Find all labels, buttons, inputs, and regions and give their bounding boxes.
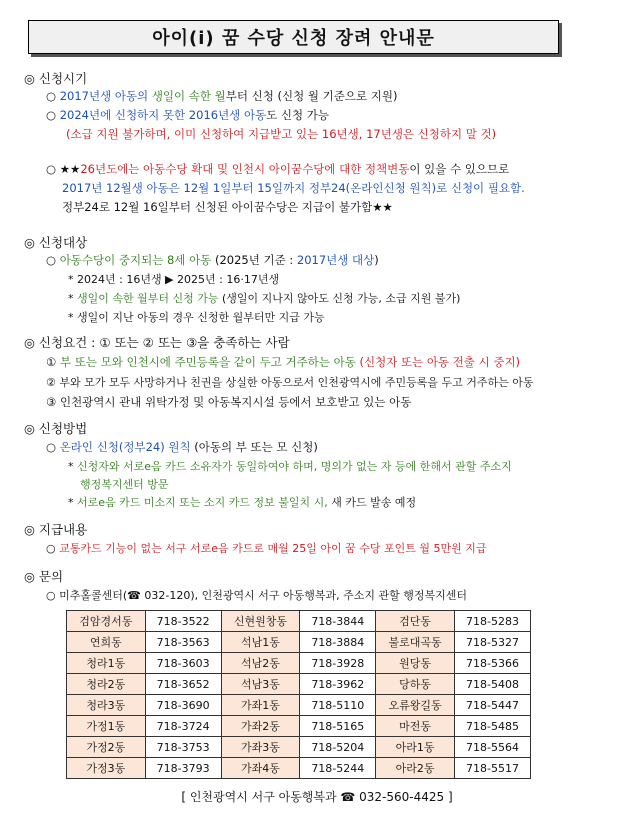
dong-name-cell: 검단동 (376, 611, 455, 632)
phone-number-cell: 718-3690 (145, 695, 221, 716)
section-bullet-icon: ◎ (24, 421, 35, 436)
table-row (67, 737, 531, 758)
dong-name-cell: 불로대곡동 (376, 632, 455, 653)
text: 26년도에는 아동수당 확대 및 인천시 아이꿈수당에 대한 정책변동 (80, 162, 410, 176)
timing-line-6: 정부24로 12월 16일부터 신청된 아이꿈수당은 지급이 불가함★★ (62, 200, 393, 214)
phone-number-cell: 718-5366 (454, 653, 530, 674)
item-bullet-icon: ○ (46, 162, 57, 176)
asterisk: * (68, 460, 74, 473)
phone-number-cell: 718-5564 (454, 737, 530, 758)
dong-name-cell: 가좌3동 (221, 737, 300, 758)
section-method (24, 419, 87, 437)
phone-number-cell: 718-3603 (145, 653, 221, 674)
text: 서로e음 카드 미소지 또는 소지 카드 정보 불일치 시, (77, 496, 328, 509)
footer-contact: [ 인천광역시 서구 아동행복과 ☎ 032-560-4425 ] (181, 790, 453, 804)
section-bullet-icon: ◎ (24, 71, 35, 86)
phone-number-cell: 718-5327 (454, 632, 530, 653)
dong-name-cell: 가정3동 (67, 758, 146, 779)
section-heading: 지급내용 (38, 522, 88, 537)
phone-number-cell: 718-3928 (300, 653, 376, 674)
text: 2017년생 대상 (296, 253, 375, 267)
dong-name-cell: 석남3동 (221, 674, 300, 695)
timing-line-2 (46, 107, 329, 123)
section-heading: 문의 (38, 569, 64, 584)
section-heading: 신청시기 (38, 71, 88, 86)
requirement-1 (46, 354, 520, 370)
target-line-4: * 생일이 지난 아동의 경우 신청한 월부터만 지급 가능 (68, 311, 325, 324)
method-line-3: 행정복지센터 방문 (80, 478, 169, 491)
text: 도 신청 가능 (266, 108, 330, 122)
table-row (67, 716, 531, 737)
table-row (67, 653, 531, 674)
table-row (67, 632, 531, 653)
dong-name-cell: 원당동 (376, 653, 455, 674)
text: (신청자 또는 아동 전출 시 중지) (359, 355, 521, 369)
timing-line-4 (46, 161, 509, 177)
text: (생일이 지나지 않아도 신청 가능, 소급 지원 불가) (222, 292, 461, 305)
dong-name-cell: 당하동 (376, 674, 455, 695)
section-payment (24, 520, 87, 538)
dong-name-cell: 가좌4동 (221, 758, 300, 779)
text: ① (46, 355, 57, 369)
text: 신청자와 서로e음 카드 소유자가 동일하여야 하며, 명의가 없는 자 등에 한해서 관할 주소지 (77, 460, 512, 473)
section-timing (24, 69, 87, 87)
dong-name-cell: 청라2동 (67, 674, 146, 695)
phone-number-cell: 718-3844 (300, 611, 376, 632)
page-title: 아이(i) 꿈 수당 신청 장려 안내문 (152, 28, 435, 49)
dong-name-cell: 신현원창동 (221, 611, 300, 632)
section-bullet-icon: ◎ (24, 335, 35, 350)
text: 부 또는 모와 인천시에 주민등록을 같이 두고 거주하는 아동 (59, 355, 356, 369)
table-row (67, 695, 531, 716)
requirement-2: ② 부와 모가 모두 사망하거나 친권을 상실한 아동으로서 인천광역시에 주민등록을 두고 거주하는 아동 (46, 376, 534, 389)
text: 생일이 속한 월 (151, 89, 226, 103)
text: 온라인 신청(정부24) 원칙 (59, 440, 191, 454)
phone-number-cell: 718-5283 (454, 611, 530, 632)
star-icon: ★★ (59, 162, 81, 176)
contact-table-body (67, 611, 531, 779)
item-bullet-icon: ○ (46, 253, 57, 267)
requirement-3: ③ 인천광역시 관내 위탁가정 및 아동복지시설 등에서 보호받고 있는 아동 (46, 395, 412, 409)
text: 아동수당이 중지되는 8세 아동 (59, 253, 212, 267)
text: 부터 신청 (신청 월 기준으로 지원) (225, 89, 398, 103)
item-bullet-icon: ○ (46, 440, 57, 454)
text: (아동의 부 또는 모 신청) (194, 440, 318, 454)
text: ) (374, 253, 379, 267)
dong-name-cell: 가좌1동 (221, 695, 300, 716)
section-heading: 신청방법 (38, 421, 88, 436)
timing-line-5: 2017년 12월생 아동은 12월 1일부터 15일까지 정부24(온라인신청 원칙)로 신청이 필요함. (62, 181, 525, 195)
item-bullet-icon: ○ (46, 108, 57, 122)
text: (2025년 기준 : (214, 253, 294, 267)
item-bullet-icon: ○ (46, 589, 56, 602)
item-bullet-icon: ○ (46, 542, 56, 555)
section-heading: 신청요건 : ① 또는 ② 또는 ③을 충족하는 사람 (38, 335, 290, 350)
section-requirements (24, 333, 290, 351)
phone-number-cell: 718-5447 (454, 695, 530, 716)
table-row (67, 758, 531, 779)
phone-number-cell: 718-5110 (300, 695, 376, 716)
dong-name-cell: 오류왕길동 (376, 695, 455, 716)
phone-number-cell: 718-3793 (145, 758, 221, 779)
method-line-2 (68, 458, 512, 474)
phone-number-cell: 718-5485 (454, 716, 530, 737)
dong-name-cell: 석남2동 (221, 653, 300, 674)
dong-name-cell: 검암경서동 (67, 611, 146, 632)
section-bullet-icon: ◎ (24, 522, 35, 537)
text: 생일이 속한 월부터 신청 가능 (77, 292, 219, 305)
dong-name-cell: 아라1동 (376, 737, 455, 758)
method-line-1 (46, 439, 318, 455)
dong-name-cell: 석남1동 (221, 632, 300, 653)
text: 2024년에 신청하지 못한 2016년생 아동 (59, 108, 267, 122)
payment-line-1 (46, 540, 486, 556)
text: 미추홀콜센터(☎ 032-120), 인천광역시 서구 아동행복과, 주소지 관할 행정복지센터 (59, 589, 467, 602)
section-bullet-icon: ◎ (24, 235, 35, 250)
phone-number-cell: 718-3753 (145, 737, 221, 758)
dong-name-cell: 청라3동 (67, 695, 146, 716)
target-line-2: * 2024년 : 16년생 ▶ 2025년 : 16·17년생 (68, 273, 280, 286)
text: 2017년생 아동의 (59, 89, 149, 103)
phone-number-cell: 718-3962 (300, 674, 376, 695)
dong-name-cell: 가정2동 (67, 737, 146, 758)
text: 교통카드 기능이 없는 서구 서로e음 카드로 매월 25일 아이 꿈 수당 포인트 월 5만원 지급 (59, 542, 487, 555)
phone-number-cell: 718-3563 (145, 632, 221, 653)
item-bullet-icon: ○ (46, 89, 57, 103)
phone-number-cell: 718-3724 (145, 716, 221, 737)
phone-number-cell: 718-5517 (454, 758, 530, 779)
method-line-4 (68, 494, 416, 510)
dong-name-cell: 가좌2동 (221, 716, 300, 737)
phone-number-cell: 718-5244 (300, 758, 376, 779)
target-line-1 (46, 252, 379, 268)
asterisk: * (68, 496, 74, 509)
title-box (28, 20, 559, 54)
inquiry-line-1 (46, 587, 467, 603)
timing-line-3: (소급 지원 불가하며, 이미 신청하여 지급받고 있는 16년생, 17년생은 신청하지 말 것) (66, 127, 497, 141)
dong-name-cell: 연희동 (67, 632, 146, 653)
table-row (67, 611, 531, 632)
dong-name-cell: 청라1동 (67, 653, 146, 674)
timing-line-1 (46, 88, 397, 104)
section-bullet-icon: ◎ (24, 569, 35, 584)
phone-number-cell: 718-5408 (454, 674, 530, 695)
phone-number-cell: 718-3522 (145, 611, 221, 632)
dong-name-cell: 아라2동 (376, 758, 455, 779)
phone-number-cell: 718-3884 (300, 632, 376, 653)
dong-name-cell: 마전동 (376, 716, 455, 737)
dong-name-cell: 가정1동 (67, 716, 146, 737)
text: 새 카드 발송 예정 (331, 496, 417, 509)
section-heading: 신청대상 (38, 235, 88, 250)
section-inquiry (24, 567, 63, 585)
phone-number-cell: 718-3652 (145, 674, 221, 695)
section-target (24, 233, 87, 251)
phone-number-cell: 718-5204 (300, 737, 376, 758)
phone-number-cell: 718-5165 (300, 716, 376, 737)
text: 이 있을 수 있으므로 (409, 162, 510, 176)
contact-table (66, 610, 531, 779)
target-line-3 (68, 290, 460, 306)
table-row (67, 674, 531, 695)
asterisk: * (68, 292, 74, 305)
